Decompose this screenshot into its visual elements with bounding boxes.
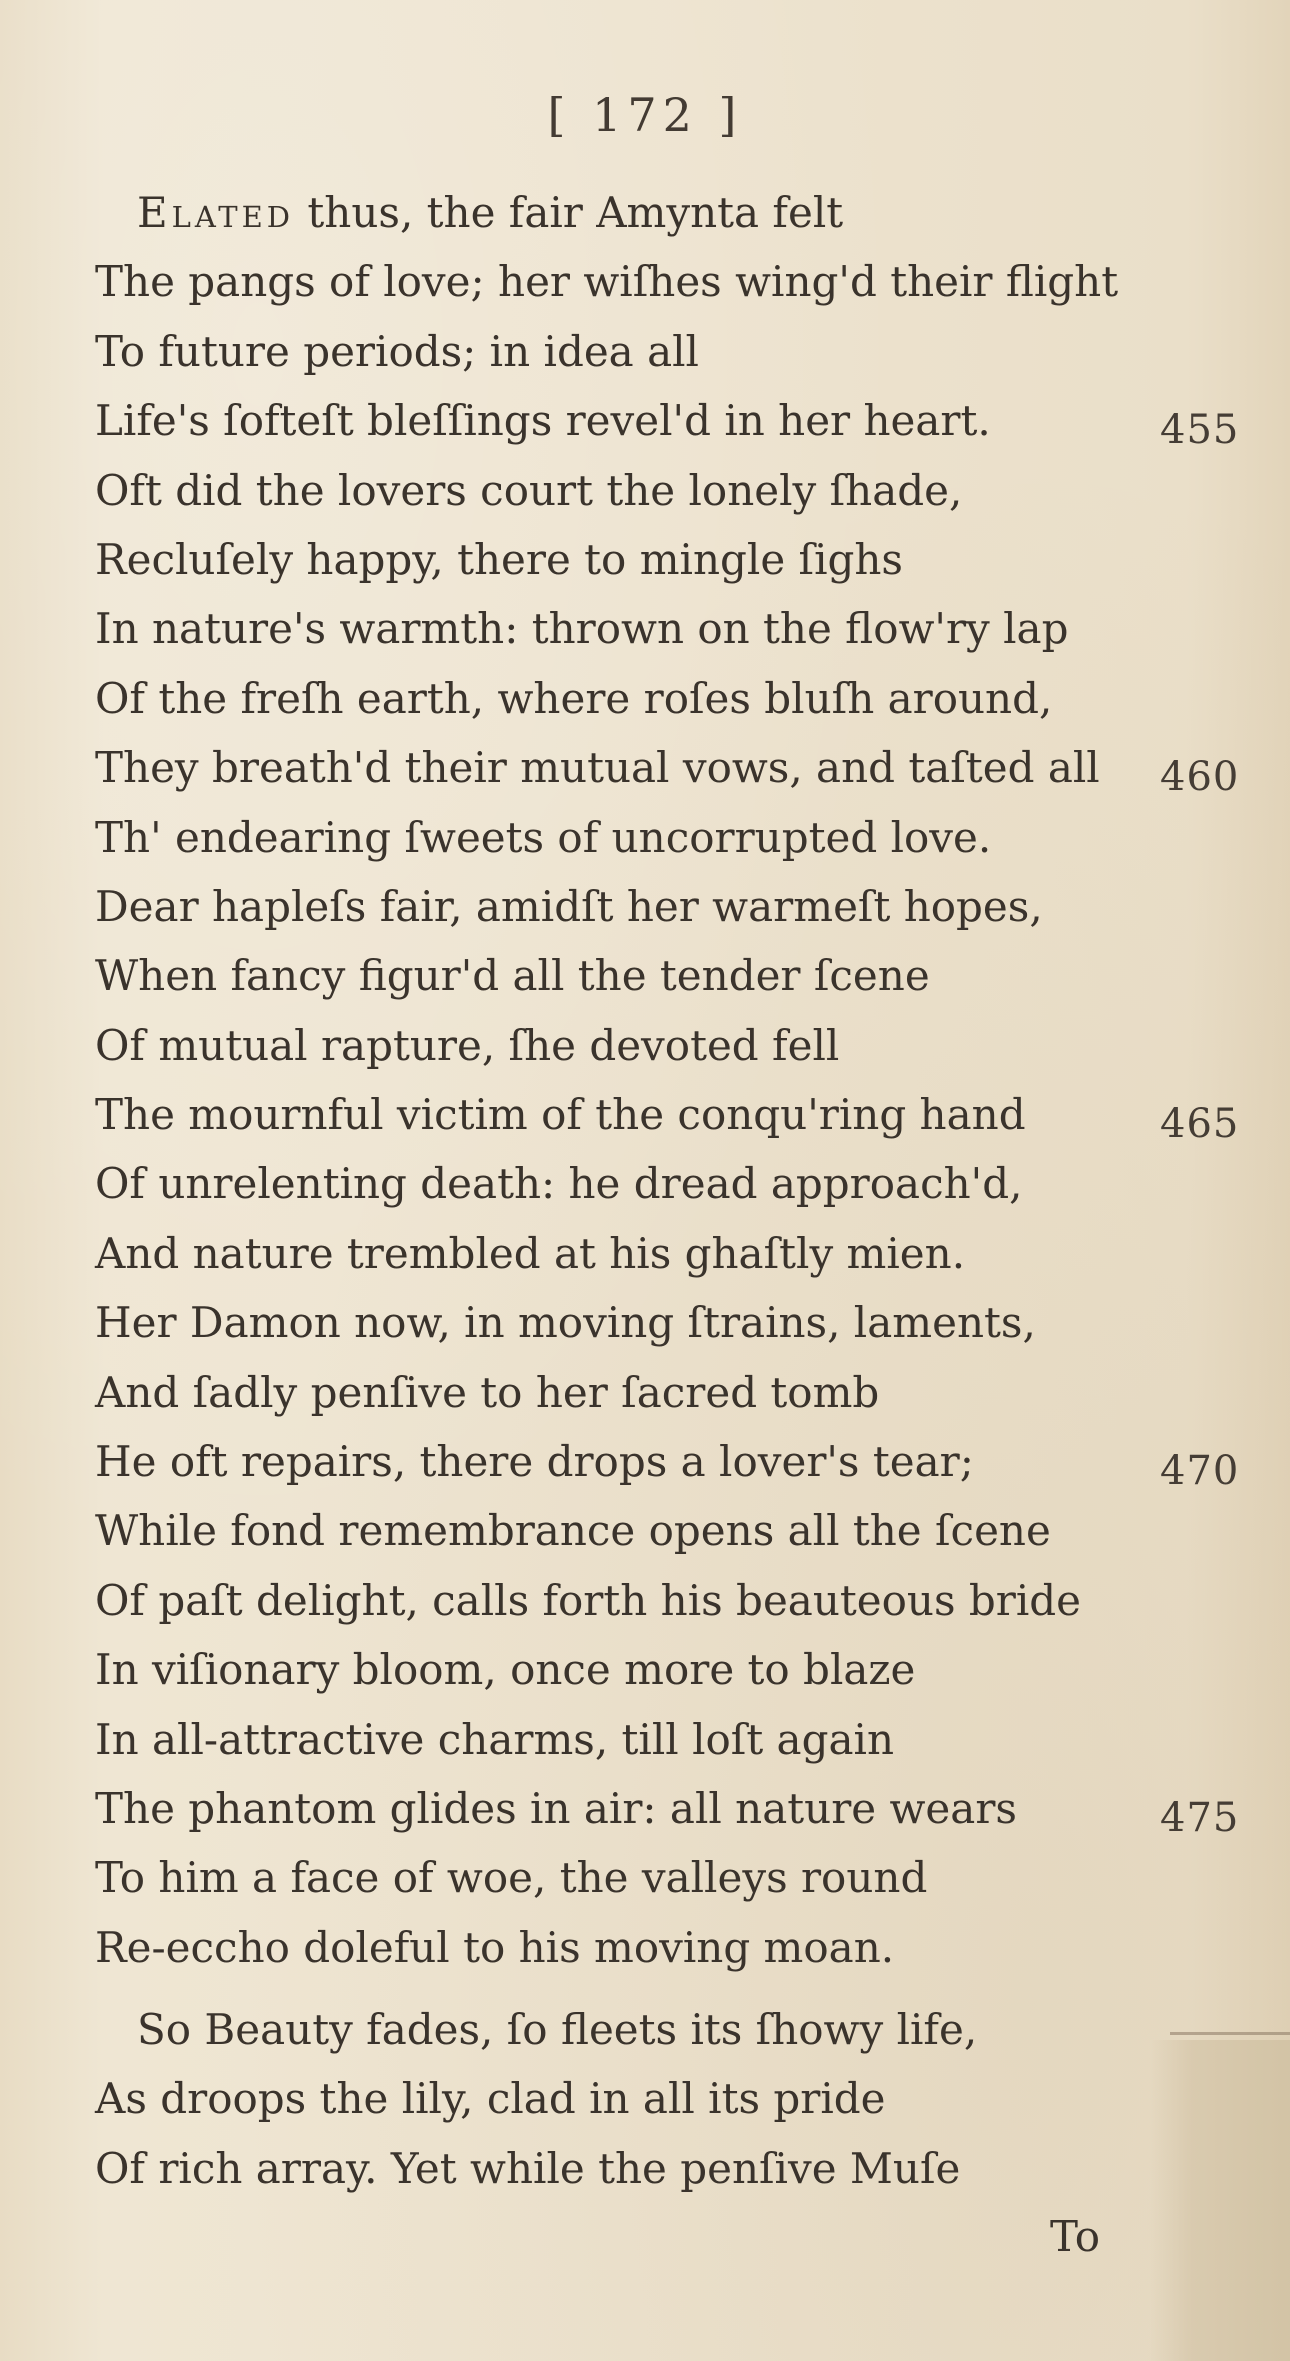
poem-line — [95, 1496, 1275, 1565]
poem-line-text: To future periods; in idea all — [95, 326, 699, 376]
poem-line-text: When fancy figur'd all the tender ſcene — [95, 951, 930, 1001]
poem-line-text — [95, 178, 1177, 247]
poem-line — [95, 386, 1275, 455]
poem-line-text: The pangs of love; her wiſhes wing'd their flight — [95, 257, 1119, 307]
poem-line-text: Life's ſofteſt bleſſings revel'd in her heart. — [95, 396, 991, 446]
line-number: 470 — [1160, 1448, 1240, 1495]
poem-line-text: While fond remembrance opens all the ſcene — [95, 1506, 1051, 1556]
poem-line — [95, 733, 1275, 802]
poem-line — [95, 941, 1275, 1010]
poem-line — [95, 1011, 1275, 1080]
poem-line-text: And ſadly penſive to her ſacred tomb — [95, 1367, 880, 1417]
poem-line-text: Of unrelenting death: he dread approach'd, — [95, 1159, 1023, 1209]
poem-line — [95, 1219, 1275, 1288]
poem-line — [95, 1913, 1275, 1982]
line-number: 475 — [1160, 1794, 1240, 1841]
poem-line-text: Her Damon now, in moving ſtrains, laments, — [95, 1298, 1036, 1348]
poem-line — [95, 456, 1275, 525]
poem-stanza-1 — [95, 178, 1275, 1982]
poem-line — [95, 178, 1275, 247]
poem-line — [95, 2064, 1275, 2133]
line-number: 460 — [1160, 754, 1240, 801]
paper-stain — [1150, 2040, 1290, 2361]
poem-line — [95, 664, 1275, 733]
poem-line-text: The mournful victim of the conqu'ring hand — [95, 1090, 1026, 1140]
poem-line-text: He oft repairs, there drops a lover's tear; — [95, 1437, 974, 1487]
poem-line — [95, 1427, 1275, 1496]
poem-line — [95, 1705, 1275, 1774]
poem-line — [95, 1080, 1275, 1149]
poem-line-text: Re-eccho doleful to his moving moan. — [95, 1922, 895, 1972]
page-number: [ 172 ] — [547, 88, 743, 142]
poem-line — [95, 872, 1275, 941]
poem-line — [95, 317, 1275, 386]
catchword: To — [1050, 2212, 1101, 2261]
poem-line — [95, 1995, 1275, 2064]
poem-line-text: Of rich array. Yet while the penſive Muſe — [95, 2143, 961, 2193]
poem-line — [95, 1774, 1275, 1843]
poem-line-text: In viſionary bloom, once more to blaze — [95, 1645, 916, 1695]
poem-line-text: Dear hapleſs fair, amidſt her warmeſt hopes, — [95, 881, 1043, 931]
poem-line — [95, 2134, 1275, 2203]
poem-line-text: In all-attractive charms, till loſt again — [95, 1714, 895, 1764]
poem-line — [95, 1358, 1275, 1427]
paper-mark — [1170, 2032, 1290, 2035]
poem-line-text: So Beauty fades, ſo fleets its ſhowy life, — [137, 2005, 978, 2054]
opening-word: Elated — [137, 188, 295, 237]
poem-line — [95, 1843, 1275, 1912]
poem-line — [95, 1288, 1275, 1357]
poem-line-text: In nature's warmth: thrown on the flow'ry lap — [95, 604, 1069, 654]
poem-line — [95, 1149, 1275, 1218]
poem-line-text: As droops the lily, clad in all its pride — [95, 2074, 886, 2124]
poem-line-text: The phantom glides in air: all nature wears — [95, 1783, 1017, 1833]
poem-line-text: Of mutual rapture, ſhe devoted fell — [95, 1020, 840, 1070]
poem-line-text: Of the freſh earth, where roſes bluſh around, — [95, 673, 1053, 723]
poem-line-rest: thus, the fair Amynta felt — [307, 188, 844, 237]
poem-line-text: And nature trembled at his ghaſtly mien. — [95, 1228, 966, 1278]
poem-line-text: Th' endearing ſweets of uncorrupted love. — [95, 812, 992, 862]
poem-line — [95, 803, 1275, 872]
poem-line — [95, 247, 1275, 316]
poem-line — [95, 1566, 1275, 1635]
poem-line-text: Oft did the lovers court the lonely ſhade, — [95, 465, 963, 515]
poem-stanza-2 — [95, 1995, 1275, 2203]
poem-line — [95, 525, 1275, 594]
poem-line-text: Recluſely happy, there to mingle ſighs — [95, 534, 903, 584]
poem-line — [95, 1635, 1275, 1704]
poem-line-text: They breath'd their mutual vows, and taſted all — [95, 743, 1100, 793]
poem-line — [95, 594, 1275, 663]
line-number: 465 — [1160, 1101, 1240, 1148]
line-number: 455 — [1160, 407, 1240, 454]
poem-line-text: To him a face of woe, the valleys round — [95, 1853, 928, 1903]
poem-line-text: Of paſt delight, calls forth his beauteous bride — [95, 1575, 1081, 1625]
